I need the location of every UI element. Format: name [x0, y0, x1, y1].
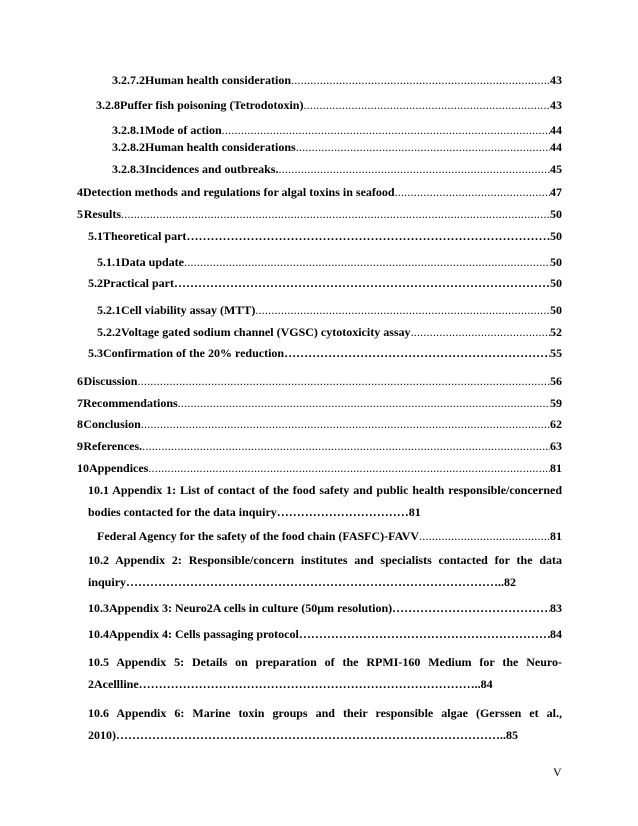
toc-entry-title: Detection methods and regulations for algal toxins in seafood [83, 185, 395, 199]
toc-leader [142, 439, 550, 454]
toc-leader: ………………………………………………………………………….. [138, 677, 481, 691]
toc-leader [184, 255, 550, 270]
toc-entry-number: 3.2.8.2 [112, 140, 145, 154]
toc-entry-page: 50 [550, 229, 562, 243]
toc-leader [178, 396, 550, 411]
toc-entry-page: 50 [550, 303, 562, 317]
toc-entry-page: 43 [550, 73, 562, 87]
toc-entry-number: 6 [77, 374, 83, 388]
toc-leader [148, 461, 550, 476]
toc-leader [303, 98, 550, 113]
toc-leader: …………………………… [276, 505, 409, 519]
toc-entry[interactable] [77, 439, 562, 454]
toc-entry-title: Cell viability assay (MTT) [121, 303, 256, 317]
toc-leader [419, 529, 550, 544]
toc-entry[interactable] [112, 123, 562, 138]
toc-entry-page: 44 [550, 140, 562, 154]
toc-entry-title: Incidences and outbreaks. [145, 162, 279, 176]
toc-entry-number: 5 [77, 207, 83, 221]
toc-entry-number: 5.1.1 [97, 255, 121, 269]
toc-entry-page: 83 [550, 601, 562, 615]
toc-leader [392, 601, 550, 616]
toc-entry-number: 5.2 [88, 276, 103, 290]
toc-leader [284, 346, 550, 361]
toc-entry-number: 3.2.8.3 [112, 162, 145, 176]
toc-entry-title: Discussion [83, 374, 138, 388]
toc-entry-title: Data update [121, 255, 185, 269]
toc-entry-page: 84 [550, 627, 562, 641]
toc-entry-page: 82 [504, 575, 517, 589]
toc-entry-number: 10.3 [88, 601, 109, 615]
toc-leader [141, 417, 550, 432]
toc-entry-page: 59 [550, 396, 562, 410]
toc-entry-title: Puffer fish poisoning (Tetrodotoxin) [120, 98, 304, 112]
toc-entry[interactable] [77, 374, 562, 389]
toc-entry-title: Appendix 3: Neuro2A cells in culture (50μm resolution) [109, 601, 393, 615]
toc-entry-title: Human health considerations [145, 140, 296, 154]
toc-entry[interactable] [77, 185, 562, 200]
toc-entry-title: Appendix 4: Cells passaging protocol [109, 627, 299, 641]
toc-entry[interactable] [77, 461, 562, 476]
toc-entry[interactable] [97, 255, 562, 270]
toc-entry[interactable] [88, 276, 562, 291]
toc-entry-page: 81 [550, 529, 562, 543]
toc-entry-appendix-5[interactable] [88, 651, 562, 695]
toc-entry-title: 10.2 Appendix 2: Responsible/concern institutes and specialists contacted for the data inquiry [88, 553, 562, 589]
toc-entry-title: 10.5 Appendix 5: Details on preparation of the RPMI-160 Medium for the Neuro-2Acellline [88, 655, 562, 691]
toc-entry-number: 5.3 [88, 346, 103, 360]
toc-entry[interactable] [77, 207, 562, 222]
toc-entry-page: 50 [550, 255, 562, 269]
toc-entry-appendix-1[interactable] [88, 479, 562, 523]
toc-entry[interactable] [97, 303, 562, 318]
toc-entry-number: 7 [77, 396, 83, 410]
toc-entry[interactable] [96, 98, 562, 113]
toc-entry-title: Voltage gated sodium channel (VGSC) cytotoxicity assay [121, 325, 411, 339]
toc-entry-number: 5.2.2 [97, 325, 121, 339]
toc-entry-number: 10.4 [88, 627, 109, 641]
toc-entry-title: Appendices [89, 461, 149, 475]
toc-entry[interactable] [77, 417, 562, 432]
toc-entry-page: 55 [550, 346, 562, 360]
toc-entry-page: 45 [550, 162, 562, 176]
toc-leader [222, 123, 550, 138]
toc-leader [411, 325, 550, 340]
toc-entry-page: 81 [408, 505, 421, 519]
toc-entry[interactable] [88, 346, 562, 361]
toc-entry[interactable] [97, 529, 562, 544]
toc-entry-title: Federal Agency for the safety of the food chain (FASFC)-FAVV [97, 529, 420, 543]
toc-leader [395, 185, 550, 200]
toc-entry-number: 3.2.8 [96, 98, 120, 112]
toc-entry-number: 5.1 [88, 229, 103, 243]
toc-entry-title: Conclusion [83, 417, 141, 431]
toc-entry-title: 10.1 Appendix 1: List of contact of the food safety and public health responsible/concerned bodies contacted for the data inquiry [88, 483, 562, 519]
toc-leader [278, 162, 550, 177]
toc-entry[interactable] [88, 627, 562, 642]
toc-entry-title: Practical part [103, 276, 174, 290]
toc-entry[interactable] [112, 162, 562, 177]
toc-entry-page: 43 [550, 98, 562, 112]
page-number: V [553, 765, 562, 779]
toc-entry[interactable] [112, 73, 562, 88]
toc-leader [174, 276, 550, 291]
toc-entry-number: 10 [77, 461, 89, 475]
toc-entry-title: Mode of action [145, 123, 222, 137]
toc-leader [299, 627, 550, 642]
toc-entry-page: 63 [550, 439, 562, 453]
toc-entry-title: Results [83, 207, 122, 221]
toc-entry[interactable] [88, 601, 562, 616]
toc-leader [121, 207, 550, 222]
toc-entry-appendix-2[interactable] [88, 549, 562, 593]
toc-entry-number: 9 [77, 439, 83, 453]
toc-entry-page: 56 [550, 374, 562, 388]
toc-entry-appendix-6[interactable] [88, 702, 562, 746]
toc-leader [296, 140, 550, 155]
toc-leader: …………………………………………………………………………………….. [116, 728, 506, 742]
toc-entry-title: Theoretical part [103, 229, 187, 243]
toc-leader [137, 374, 550, 389]
toc-entry-page: 84 [480, 677, 493, 691]
toc-entry-title: Recommendations [83, 396, 178, 410]
toc-leader: ………………………………………………………………………………….. [126, 575, 505, 589]
toc-entry-number: 3.2.7.2 [112, 73, 145, 87]
toc-entry-page: 50 [550, 276, 562, 290]
toc-entry-number: 3.2.8.1 [112, 123, 145, 137]
toc-entry-page: 52 [550, 325, 562, 339]
toc-entry-page: 85 [506, 728, 518, 742]
toc-entry-number: 5.2.1 [97, 303, 121, 317]
toc-entry-title: References. [83, 439, 143, 453]
toc-entry-number: 4 [77, 185, 83, 199]
toc-entry-page: 47 [550, 185, 562, 199]
toc-entry-page: 50 [550, 207, 562, 221]
toc-entry[interactable] [88, 229, 562, 244]
toc-entry-page: 81 [550, 461, 562, 475]
toc-entry[interactable] [77, 396, 562, 411]
toc-entry-page: 62 [550, 417, 562, 431]
toc-entry-page: 44 [550, 123, 562, 137]
toc-entry-title: 10.6 Appendix 6: Marine toxin groups and their responsible algae (Gerssen et al., 2010) [88, 706, 562, 742]
toc-entry-title: Human health consideration [145, 73, 292, 87]
toc-entry-title: Confirmation of the 20% reduction [103, 346, 285, 360]
toc-entry[interactable] [112, 140, 562, 155]
toc-entry[interactable] [97, 325, 562, 340]
toc-leader [255, 303, 550, 318]
toc-entry-number: 8 [77, 417, 83, 431]
toc-leader [291, 73, 550, 88]
toc-leader [186, 229, 550, 244]
